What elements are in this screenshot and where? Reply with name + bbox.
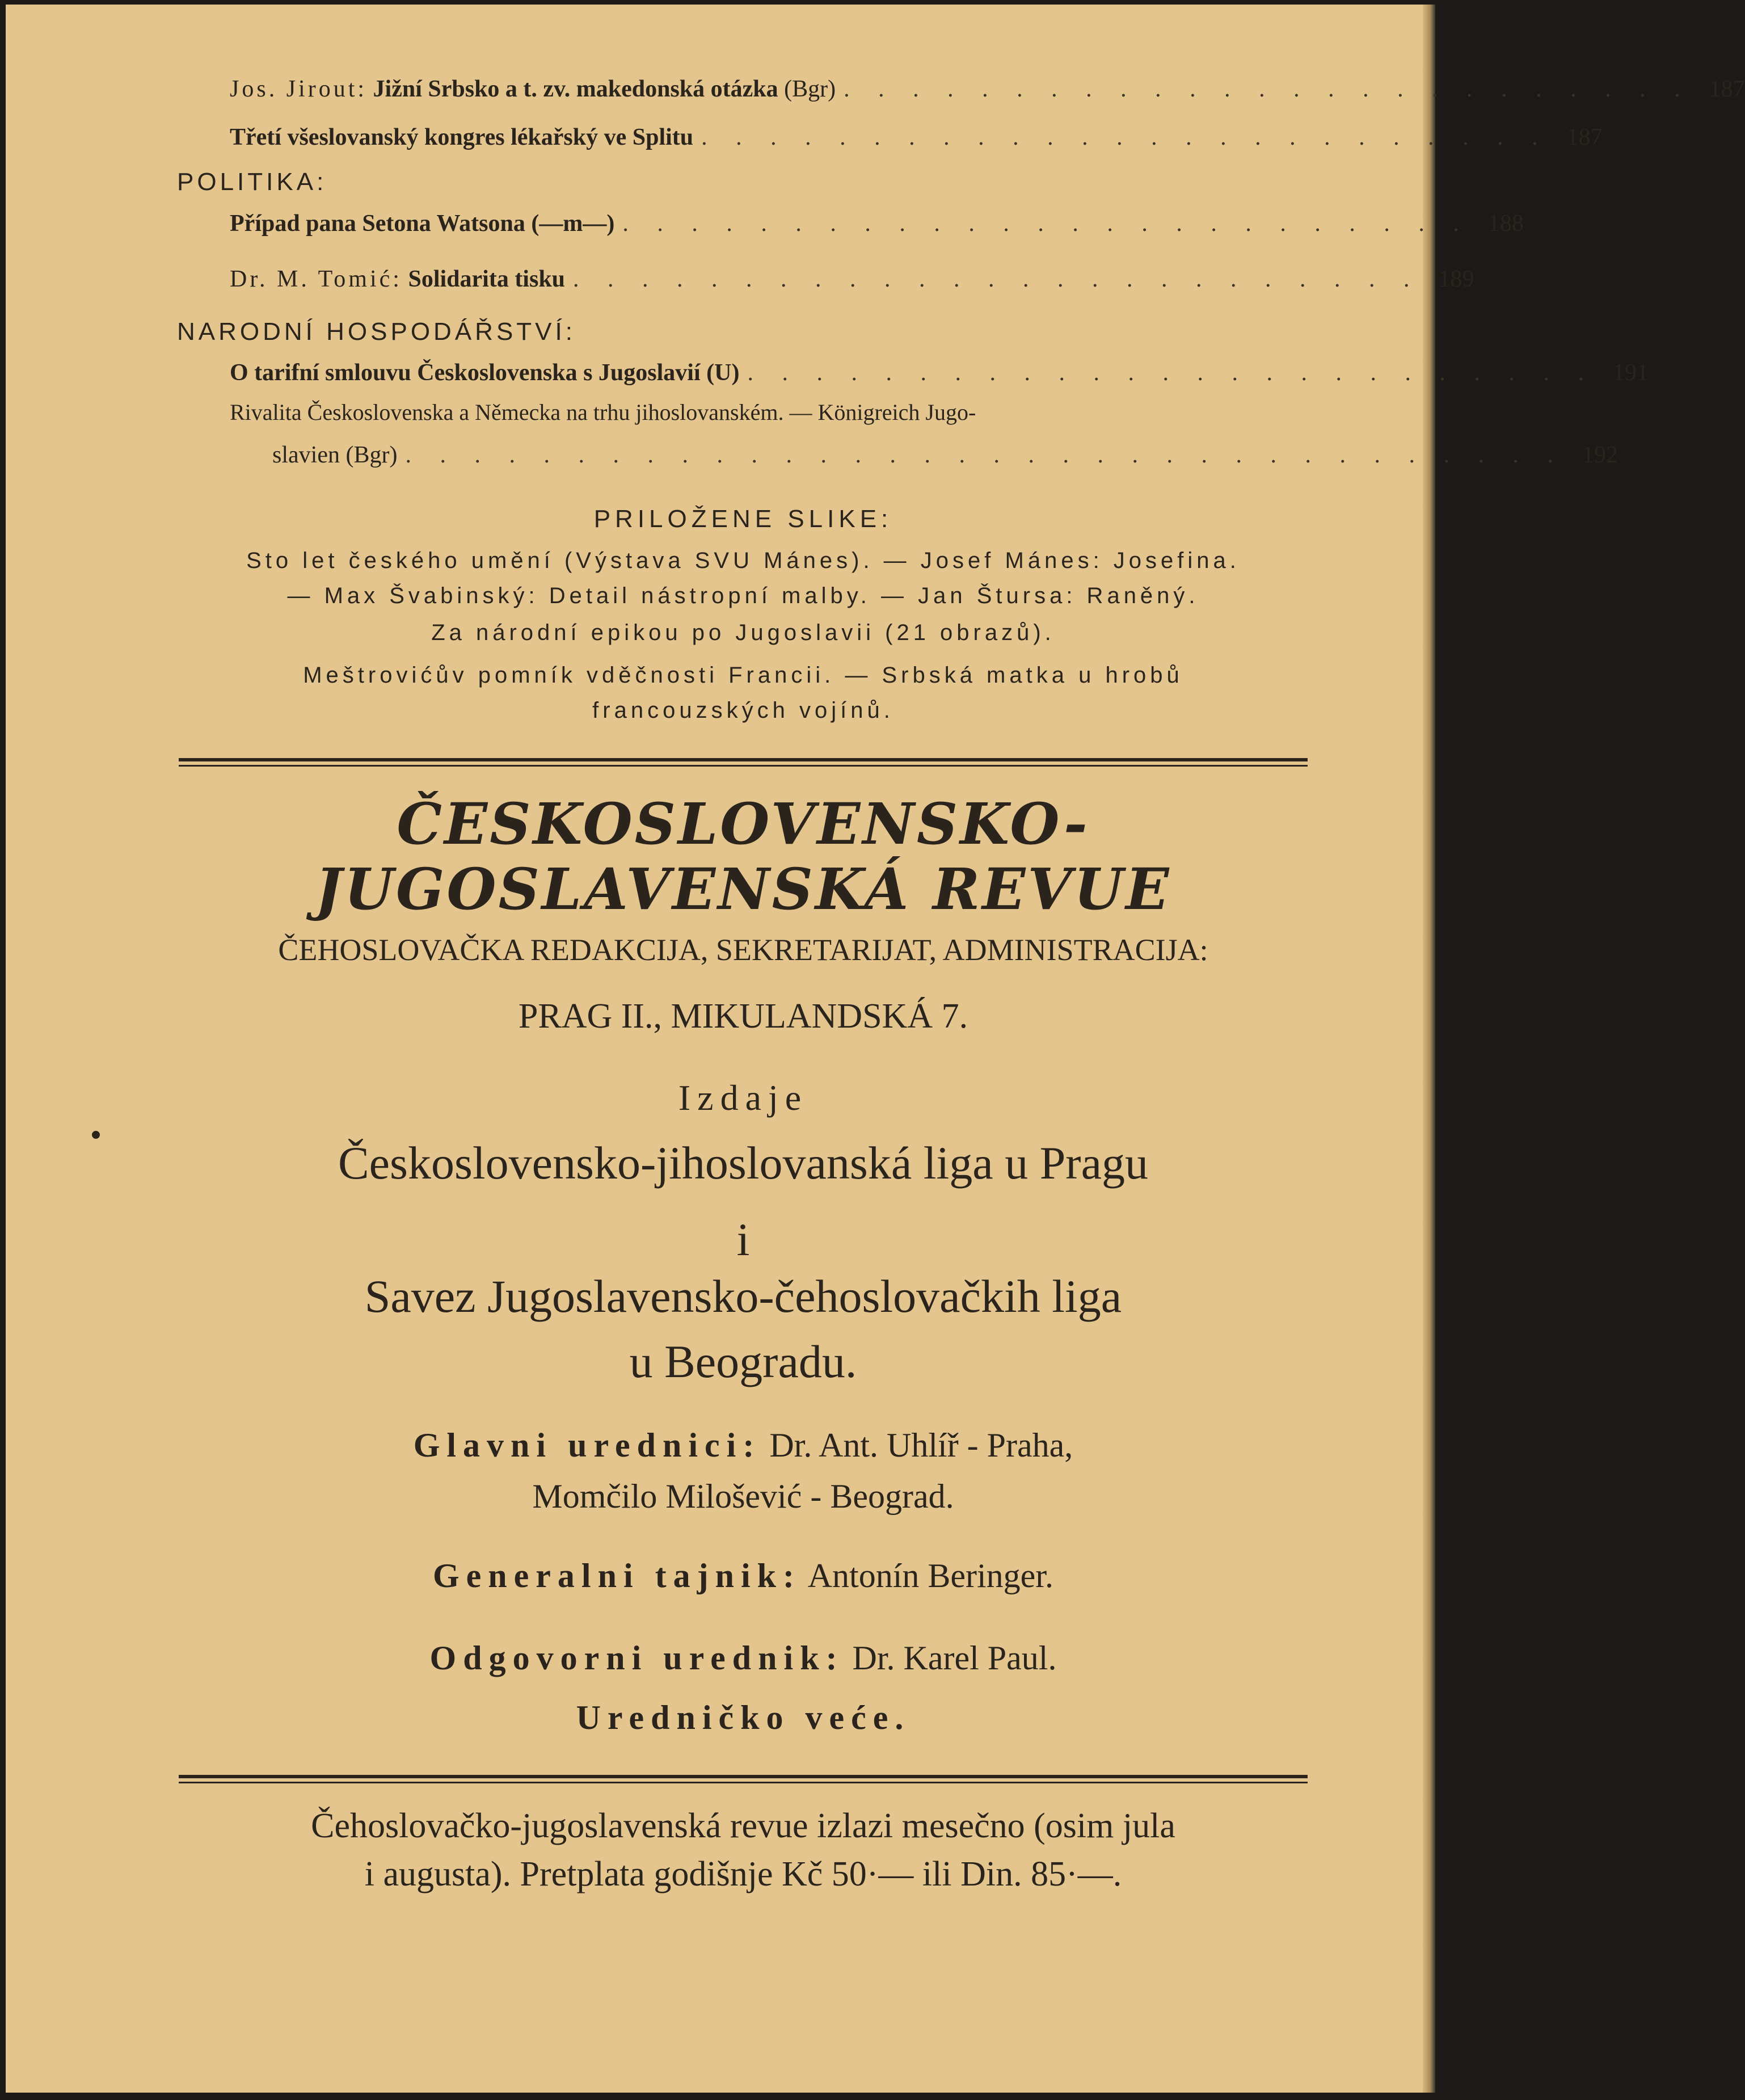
section-heading: POLITIKA:	[177, 168, 327, 196]
staff-responsible-line	[153, 1639, 1333, 1678]
attachments-line: — Max Švabinský: Detail nástropní malby. — Jan Štursa: Raněný.	[287, 583, 1199, 608]
toc-title: Třetí všeslovanský kongres lékařský ve Splitu	[230, 124, 694, 150]
staff-board: Uredničko veće.	[576, 1699, 911, 1736]
publisher-label: Izdaje	[678, 1078, 808, 1118]
toc-page: 187	[1709, 76, 1745, 102]
ink-speck	[92, 1131, 100, 1139]
attachments-line: Za národní epikou po Jugoslavii (21 obrazů).	[431, 620, 1055, 645]
toc-title: Jižní Srbsko a t. zv. makedonská otázka	[373, 76, 778, 102]
attachments-heading: PRILOŽENE SLIKE:	[593, 505, 893, 533]
toc-entry	[230, 210, 1524, 237]
staff-label: Glavni urednici:	[413, 1426, 761, 1464]
toc-title-line2: slavien (Bgr)	[272, 442, 398, 468]
staff-name: Dr. Karel Paul.	[852, 1639, 1057, 1677]
staff-name: Antonín Beringer.	[807, 1557, 1053, 1594]
divider-rule	[179, 1775, 1308, 1783]
editorial-office: ČEHOSLOVAČKA REDAKCIJA, SEKRETARIJAT, ADMINISTRACIJA:	[278, 933, 1208, 967]
subscription-line: i augusta). Pretplata godišnje Kč 50·— ili Din. 85·—.	[364, 1855, 1122, 1893]
toc-page: 189	[1438, 266, 1474, 292]
toc-author: Dr. M. Tomić:	[230, 266, 402, 292]
toc-entry	[230, 266, 1474, 293]
toc-author: Jos. Jirout:	[230, 76, 368, 102]
toc-title: Případ pana Setona Watsona (—m—)	[230, 211, 615, 237]
toc-leader: . . . . . . . . . . . . . . . . . . . . . . . . .	[747, 360, 1595, 386]
staff-secretary-line	[153, 1556, 1333, 1596]
publisher-name: u Beogradu.	[629, 1336, 857, 1387]
publisher-name: Savez Jugoslavensko-čehoslovačkih liga	[364, 1270, 1122, 1322]
toc-leader: . . . . . . . . . . . . . . . . . . . . . . . . .	[622, 211, 1470, 237]
editorial-address: PRAG II., MIKULANDSKÁ 7.	[518, 997, 968, 1036]
staff-name: Momčilo Milošević - Beograd.	[532, 1478, 954, 1515]
attachments-line: Sto let českého umění (Výstava SVU Mánes). — Josef Mánes: Josefina.	[246, 548, 1240, 573]
staff-label: Generalni tajnik:	[433, 1557, 801, 1594]
page-edge	[1423, 5, 1435, 2093]
masthead-line: ČESKOSLOVENSKO-	[397, 790, 1090, 857]
toc-leader: . . . . . . . . . . . . . . . . . . . . . . . . .	[844, 76, 1692, 102]
attachments-line: francouzských vojínů.	[592, 698, 894, 723]
toc-title: O tarifní smlouvu Československa s Jugoslavií (U)	[230, 360, 740, 386]
masthead-line: JUGOSLAVENSKÁ REVUE	[315, 856, 1171, 923]
toc-page: 187	[1566, 124, 1603, 150]
staff-name: Dr. Ant. Uhlíř - Praha,	[769, 1426, 1073, 1464]
toc-entry	[230, 75, 1745, 103]
publisher-name: Československo-jihoslovanská liga u Pragu	[338, 1137, 1149, 1189]
toc-title: Solidarita tisku	[408, 266, 566, 292]
toc-leader: . . . . . . . . . . . . . . . . . . . . . . . . .	[573, 266, 1421, 292]
section-heading: NARODNÍ HOSPODÁŘSTVÍ:	[177, 318, 576, 346]
toc-title-line1: Rivalita Československa a Německa na trhu jihoslovanském. — Königreich Jugo-	[230, 399, 976, 425]
staff-editors-line	[153, 1426, 1333, 1465]
toc-page: 191	[1612, 360, 1649, 386]
toc-source: (Bgr)	[784, 76, 836, 102]
document-page	[6, 5, 1745, 2093]
subscription-line: Čehoslovačko-jugoslavenská revue izlazi mesečno (osim jula	[311, 1807, 1175, 1845]
toc-leader: . . . . . . . . . . . . . . . . . . . . . . . . .	[701, 124, 1549, 150]
divider-rule	[179, 758, 1308, 767]
toc-entry	[230, 359, 1649, 386]
toc-entry	[272, 441, 1618, 469]
attachments-line: Meštrovićův pomník vděčnosti Francii. — Srbská matka u hrobů	[303, 663, 1183, 688]
toc-entry	[230, 124, 1603, 151]
publisher-conjunction: i	[736, 1214, 750, 1265]
toc-leader: . . . . . . . . . . . . . . . . . . . . . . . . . . . . . . . . . .	[405, 442, 1565, 468]
toc-page: 192	[1582, 442, 1618, 468]
staff-label: Odgovorni urednik:	[429, 1639, 844, 1677]
toc-page: 188	[1487, 211, 1524, 237]
